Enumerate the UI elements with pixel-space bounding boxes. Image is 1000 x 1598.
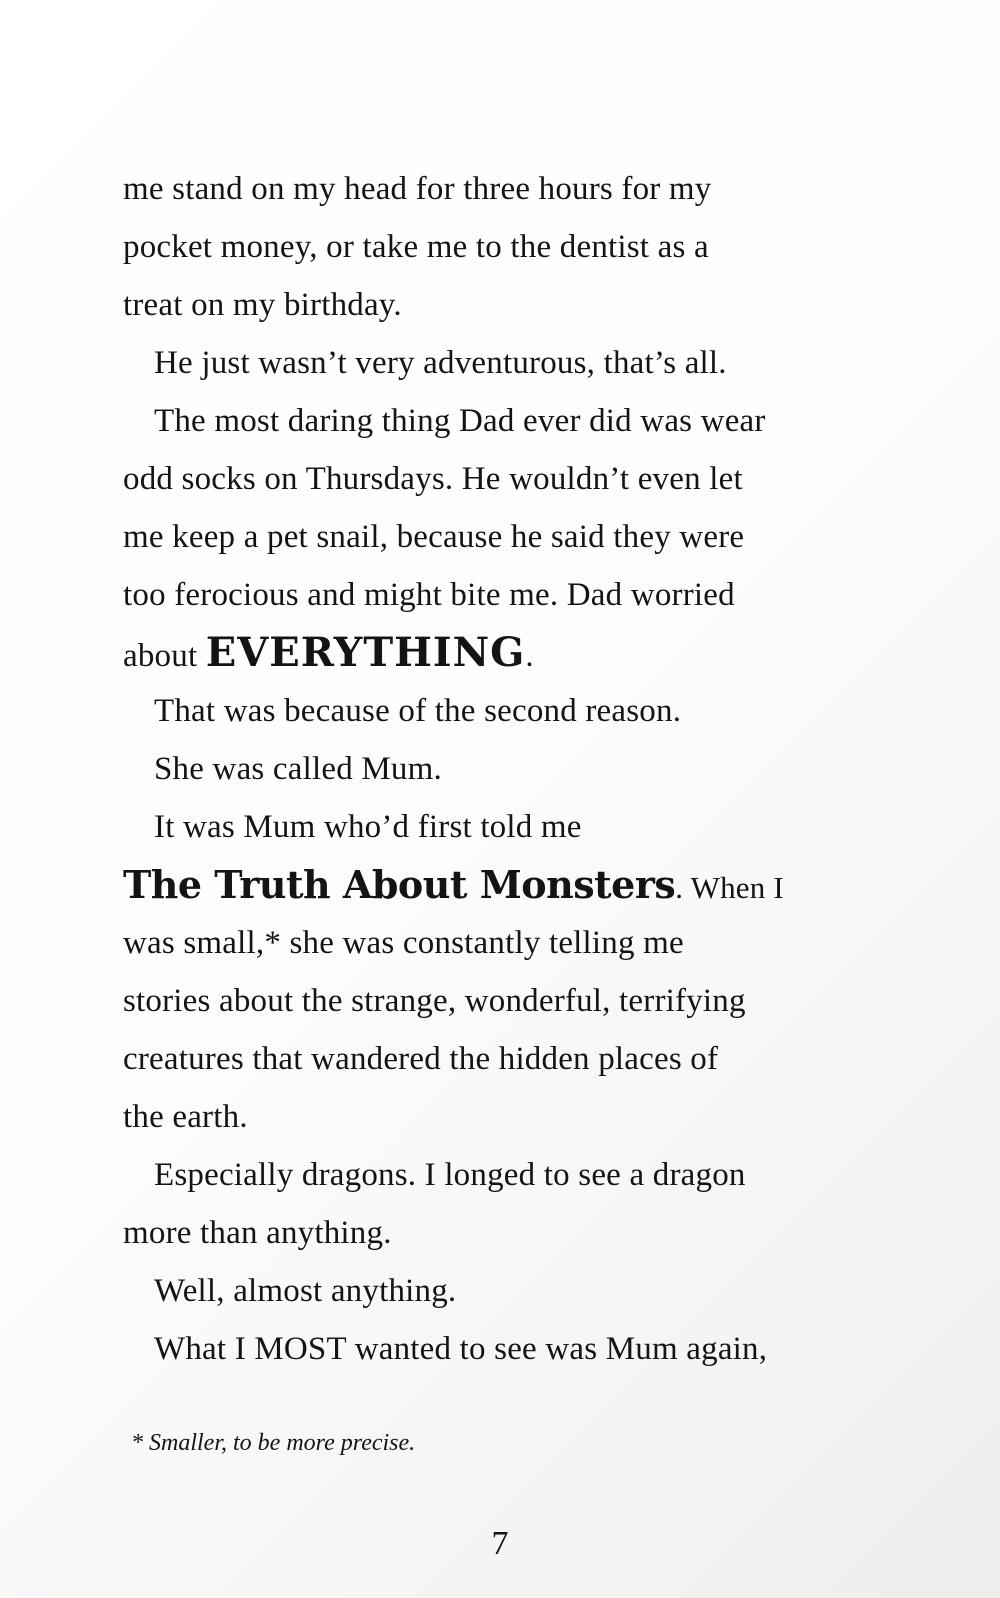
- text-run: . When I: [675, 870, 784, 905]
- text-run: about: [123, 638, 206, 674]
- text-line: me stand on my head for three hours for my: [123, 171, 712, 207]
- text-line-monsters: [123, 856, 923, 914]
- text-line: pocket money, or take me to the dentist as a: [123, 229, 709, 265]
- text-line: That was because of the second reason.: [154, 693, 682, 729]
- text-run: .: [525, 638, 534, 674]
- text-line: What I MOST wanted to see was Mum again,: [154, 1331, 768, 1367]
- emphasis-truth-about-monsters: The Truth About Monsters: [123, 862, 676, 907]
- text-line: odd socks on Thursdays. He wouldn’t even let: [123, 461, 743, 497]
- text-line: She was called Mum.: [154, 751, 442, 787]
- footnote: * Smaller, to be more precise.: [131, 1430, 416, 1456]
- text-line: the earth.: [123, 1099, 248, 1135]
- text-line: Well, almost anything.: [154, 1273, 457, 1309]
- text-line: stories about the strange, wonderful, terrifying: [123, 983, 746, 1019]
- body-text: [123, 160, 923, 1378]
- text-line: creatures that wandered the hidden places of: [123, 1041, 719, 1077]
- text-line: was small,* she was constantly telling me: [123, 925, 684, 961]
- emphasis-everything: EVERYTHING: [205, 629, 526, 676]
- text-line: It was Mum who’d first told me: [154, 809, 582, 845]
- text-line: too ferocious and might bite me. Dad worried: [123, 577, 735, 613]
- text-line: more than anything.: [123, 1215, 392, 1251]
- text-line: me keep a pet snail, because he said they were: [123, 519, 745, 555]
- text-line: The most daring thing Dad ever did was wear: [154, 403, 766, 439]
- text-line: He just wasn’t very adventurous, that’s all.: [154, 345, 727, 381]
- page-number: 7: [491, 1525, 509, 1562]
- text-line: Especially dragons. I longed to see a dragon: [154, 1157, 746, 1193]
- text-line-everything: [123, 624, 923, 682]
- text-line: treat on my birthday.: [123, 287, 402, 323]
